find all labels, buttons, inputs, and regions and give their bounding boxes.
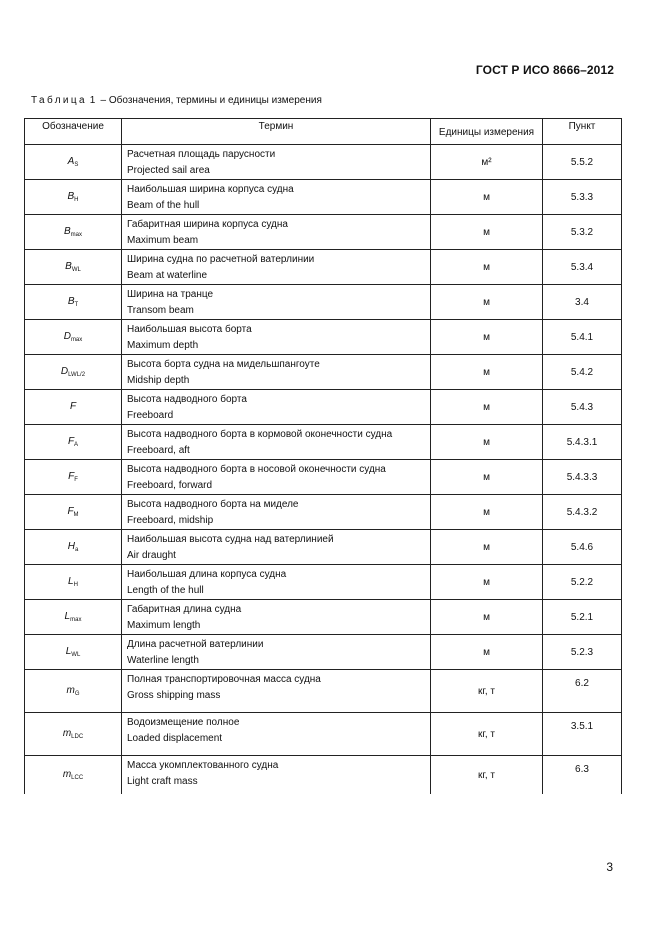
row-symbol bbox=[25, 180, 122, 215]
row-term bbox=[122, 635, 431, 670]
caption-dash: – bbox=[100, 95, 107, 106]
row-term bbox=[122, 215, 431, 250]
term-russian: Длина расчетной ватерлинии bbox=[127, 639, 264, 650]
row-symbol bbox=[25, 713, 122, 756]
row-term bbox=[122, 495, 431, 530]
table-row bbox=[25, 460, 622, 495]
header-symbol: Обозначение bbox=[25, 119, 122, 145]
symbol-subscript: max bbox=[70, 232, 82, 238]
term-russian: Ширина на транце bbox=[127, 289, 214, 300]
term-russian: Наибольшая высота борта bbox=[127, 324, 252, 335]
term-russian: Ширина судна по расчетной ватерлинии bbox=[127, 254, 315, 265]
row-unit: м bbox=[431, 460, 543, 495]
symbol-letter: F bbox=[67, 506, 74, 517]
row-clause: 3.5.1 bbox=[543, 713, 622, 756]
table-row bbox=[25, 565, 622, 600]
term-english: Light craft mass bbox=[127, 776, 198, 787]
symbol-subscript: max bbox=[70, 337, 83, 343]
symbol-subscript: WL bbox=[71, 652, 81, 658]
row-term bbox=[122, 355, 431, 390]
row-clause: 3.4 bbox=[543, 285, 622, 320]
symbol-subscript: M bbox=[73, 512, 79, 518]
term-english: Loaded displacement bbox=[127, 733, 223, 744]
row-unit: м bbox=[431, 285, 543, 320]
symbol-letter: A bbox=[67, 156, 75, 167]
row-symbol bbox=[25, 460, 122, 495]
table-row bbox=[25, 600, 622, 635]
table-row bbox=[25, 495, 622, 530]
row-clause: 5.2.2 bbox=[543, 565, 622, 600]
row-symbol bbox=[25, 285, 122, 320]
row-term bbox=[122, 145, 431, 180]
document-standard-header: ГОСТ Р ИСО 8666–2012 bbox=[475, 63, 614, 77]
caption-number: 1 bbox=[89, 95, 98, 106]
row-clause: 5.4.1 bbox=[543, 320, 622, 355]
row-symbol bbox=[25, 320, 122, 355]
row-term bbox=[122, 285, 431, 320]
symbol-subscript: F bbox=[74, 477, 78, 483]
caption-text: Обозначения, термины и единицы измерения bbox=[108, 95, 322, 106]
term-english: Midship depth bbox=[127, 375, 190, 386]
row-term bbox=[122, 565, 431, 600]
row-symbol bbox=[25, 495, 122, 530]
term-russian: Расчетная площадь парусности bbox=[127, 149, 276, 160]
term-english: Freeboard, midship bbox=[127, 515, 214, 526]
row-symbol bbox=[25, 390, 122, 425]
symbol-letter: L bbox=[65, 646, 72, 657]
symbol-subscript: H bbox=[74, 197, 79, 203]
symbol-subscript: WL bbox=[71, 267, 81, 273]
term-russian: Масса укомплектованного судна bbox=[127, 760, 279, 771]
term-english: Beam at waterline bbox=[127, 270, 208, 281]
symbol-subscript: max bbox=[70, 617, 82, 623]
row-symbol bbox=[25, 530, 122, 565]
symbol-letter: F bbox=[68, 471, 75, 482]
row-symbol bbox=[25, 670, 122, 713]
row-symbol bbox=[25, 145, 122, 180]
term-english: Gross shipping mass bbox=[127, 690, 221, 701]
row-clause: 5.4.3.2 bbox=[543, 495, 622, 530]
row-term bbox=[122, 530, 431, 565]
table-row bbox=[25, 285, 622, 320]
symbol-letter: B bbox=[63, 226, 71, 237]
table-row bbox=[25, 320, 622, 355]
row-clause: 5.4.6 bbox=[543, 530, 622, 565]
term-russian: Наибольшая длина корпуса судна bbox=[127, 569, 287, 580]
symbol-letter: F bbox=[69, 401, 77, 412]
row-unit: м bbox=[431, 565, 543, 600]
symbol-letter: L bbox=[64, 611, 71, 622]
row-clause: 5.3.2 bbox=[543, 215, 622, 250]
term-russian: Высота надводного борта bbox=[127, 394, 247, 405]
symbol-letter: B bbox=[65, 261, 72, 272]
row-clause: 5.3.3 bbox=[543, 180, 622, 215]
terms-table bbox=[24, 118, 622, 794]
symbol-letter: B bbox=[67, 191, 75, 202]
row-symbol bbox=[25, 355, 122, 390]
symbol-letter: B bbox=[67, 296, 75, 307]
row-term bbox=[122, 390, 431, 425]
term-russian: Полная транспортировочная масса судна bbox=[127, 674, 321, 685]
table-header-row bbox=[25, 119, 622, 145]
symbol-subscript: G bbox=[74, 691, 80, 697]
row-term bbox=[122, 670, 431, 713]
row-symbol bbox=[25, 565, 122, 600]
row-unit: м bbox=[431, 425, 543, 460]
term-russian: Водоизмещение полное bbox=[127, 717, 240, 728]
row-unit: м bbox=[431, 635, 543, 670]
row-symbol bbox=[25, 250, 122, 285]
row-symbol bbox=[25, 600, 122, 635]
row-term bbox=[122, 600, 431, 635]
table-row bbox=[25, 670, 622, 713]
row-unit: м bbox=[431, 320, 543, 355]
symbol-subscript: LCC bbox=[71, 775, 84, 781]
row-clause: 5.5.2 bbox=[543, 145, 622, 180]
symbol-letter: m bbox=[66, 685, 75, 696]
symbol-letter: H bbox=[67, 541, 75, 552]
row-term bbox=[122, 320, 431, 355]
row-clause: 5.4.3.3 bbox=[543, 460, 622, 495]
symbol-letter: L bbox=[68, 576, 74, 587]
term-russian: Наибольшая высота судна над ватерлинией bbox=[127, 534, 334, 545]
symbol-letter: m bbox=[62, 728, 72, 739]
row-term bbox=[122, 713, 431, 756]
table-row bbox=[25, 180, 622, 215]
row-symbol bbox=[25, 756, 122, 795]
row-symbol bbox=[25, 635, 122, 670]
table-caption bbox=[31, 95, 322, 106]
table-row bbox=[25, 756, 622, 795]
term-russian: Высота надводного борта в носовой оконечности судна bbox=[127, 464, 386, 475]
row-unit: м bbox=[431, 250, 543, 285]
row-unit: м bbox=[431, 530, 543, 565]
term-russian: Высота надводного борта в кормовой оконечности судна bbox=[127, 429, 393, 440]
term-russian: Габаритная ширина корпуса судна bbox=[127, 219, 288, 230]
symbol-subscript: H bbox=[73, 582, 78, 588]
header-clause: Пункт bbox=[543, 119, 622, 145]
row-symbol bbox=[25, 215, 122, 250]
term-english: Transom beam bbox=[127, 305, 194, 316]
symbol-subscript: LDC bbox=[71, 734, 84, 740]
row-clause: 5.2.1 bbox=[543, 600, 622, 635]
symbol-subscript: T bbox=[74, 302, 79, 308]
term-english: Beam of the hull bbox=[127, 200, 200, 211]
header-unit: Единицы измерения bbox=[431, 119, 543, 145]
term-english: Freeboard, aft bbox=[127, 445, 190, 456]
row-term bbox=[122, 180, 431, 215]
row-clause: 5.3.4 bbox=[543, 250, 622, 285]
table-row bbox=[25, 713, 622, 756]
row-term bbox=[122, 460, 431, 495]
term-english: Projected sail area bbox=[127, 165, 210, 176]
symbol-letter: F bbox=[67, 436, 75, 447]
table-row bbox=[25, 250, 622, 285]
table-row bbox=[25, 145, 622, 180]
term-english: Freeboard, forward bbox=[127, 480, 213, 491]
table-row bbox=[25, 355, 622, 390]
row-clause: 5.4.3 bbox=[543, 390, 622, 425]
row-term bbox=[122, 250, 431, 285]
term-english: Length of the hull bbox=[127, 585, 204, 596]
symbol-letter: D bbox=[63, 331, 71, 342]
term-russian: Габаритная длина судна bbox=[127, 604, 242, 615]
table-row bbox=[25, 390, 622, 425]
term-english: Air draught bbox=[127, 550, 176, 561]
symbol-subscript: S bbox=[74, 162, 79, 168]
row-term bbox=[122, 756, 431, 795]
row-unit: кг, т bbox=[431, 756, 543, 795]
row-clause: 5.2.3 bbox=[543, 635, 622, 670]
symbol-subscript: a bbox=[74, 547, 79, 553]
table-row bbox=[25, 635, 622, 670]
term-english: Freeboard bbox=[127, 410, 174, 421]
row-clause: 6.3 bbox=[543, 756, 622, 795]
symbol-subscript: LWL/2 bbox=[68, 372, 86, 378]
table-row bbox=[25, 425, 622, 460]
symbol-subscript: A bbox=[74, 442, 79, 448]
symbol-letter: D bbox=[60, 366, 69, 377]
row-unit: м bbox=[431, 180, 543, 215]
term-english: Maximum depth bbox=[127, 340, 199, 351]
term-english: Maximum beam bbox=[127, 235, 199, 246]
table-row bbox=[25, 215, 622, 250]
term-russian: Высота борта судна на мидельшпангоуте bbox=[127, 359, 320, 370]
table-row bbox=[25, 530, 622, 565]
row-unit: кг, т bbox=[431, 713, 543, 756]
term-english: Waterline length bbox=[127, 655, 199, 666]
row-clause: 5.4.2 bbox=[543, 355, 622, 390]
row-clause: 6.2 bbox=[543, 670, 622, 713]
row-unit: м bbox=[431, 215, 543, 250]
term-russian: Высота надводного борта на миделе bbox=[127, 499, 299, 510]
page-number: 3 bbox=[606, 860, 613, 874]
row-symbol bbox=[25, 425, 122, 460]
row-unit: м² bbox=[431, 145, 543, 180]
row-unit: м bbox=[431, 355, 543, 390]
row-unit: м bbox=[431, 495, 543, 530]
term-russian: Наибольшая ширина корпуса судна bbox=[127, 184, 294, 195]
row-unit: м bbox=[431, 390, 543, 425]
header-term: Термин bbox=[122, 119, 431, 145]
term-english: Maximum length bbox=[127, 620, 201, 631]
caption-label: Таблица bbox=[31, 95, 88, 106]
symbol-letter: m bbox=[62, 769, 72, 780]
row-unit: кг, т bbox=[431, 670, 543, 713]
row-unit: м bbox=[431, 600, 543, 635]
row-term bbox=[122, 425, 431, 460]
row-clause: 5.4.3.1 bbox=[543, 425, 622, 460]
